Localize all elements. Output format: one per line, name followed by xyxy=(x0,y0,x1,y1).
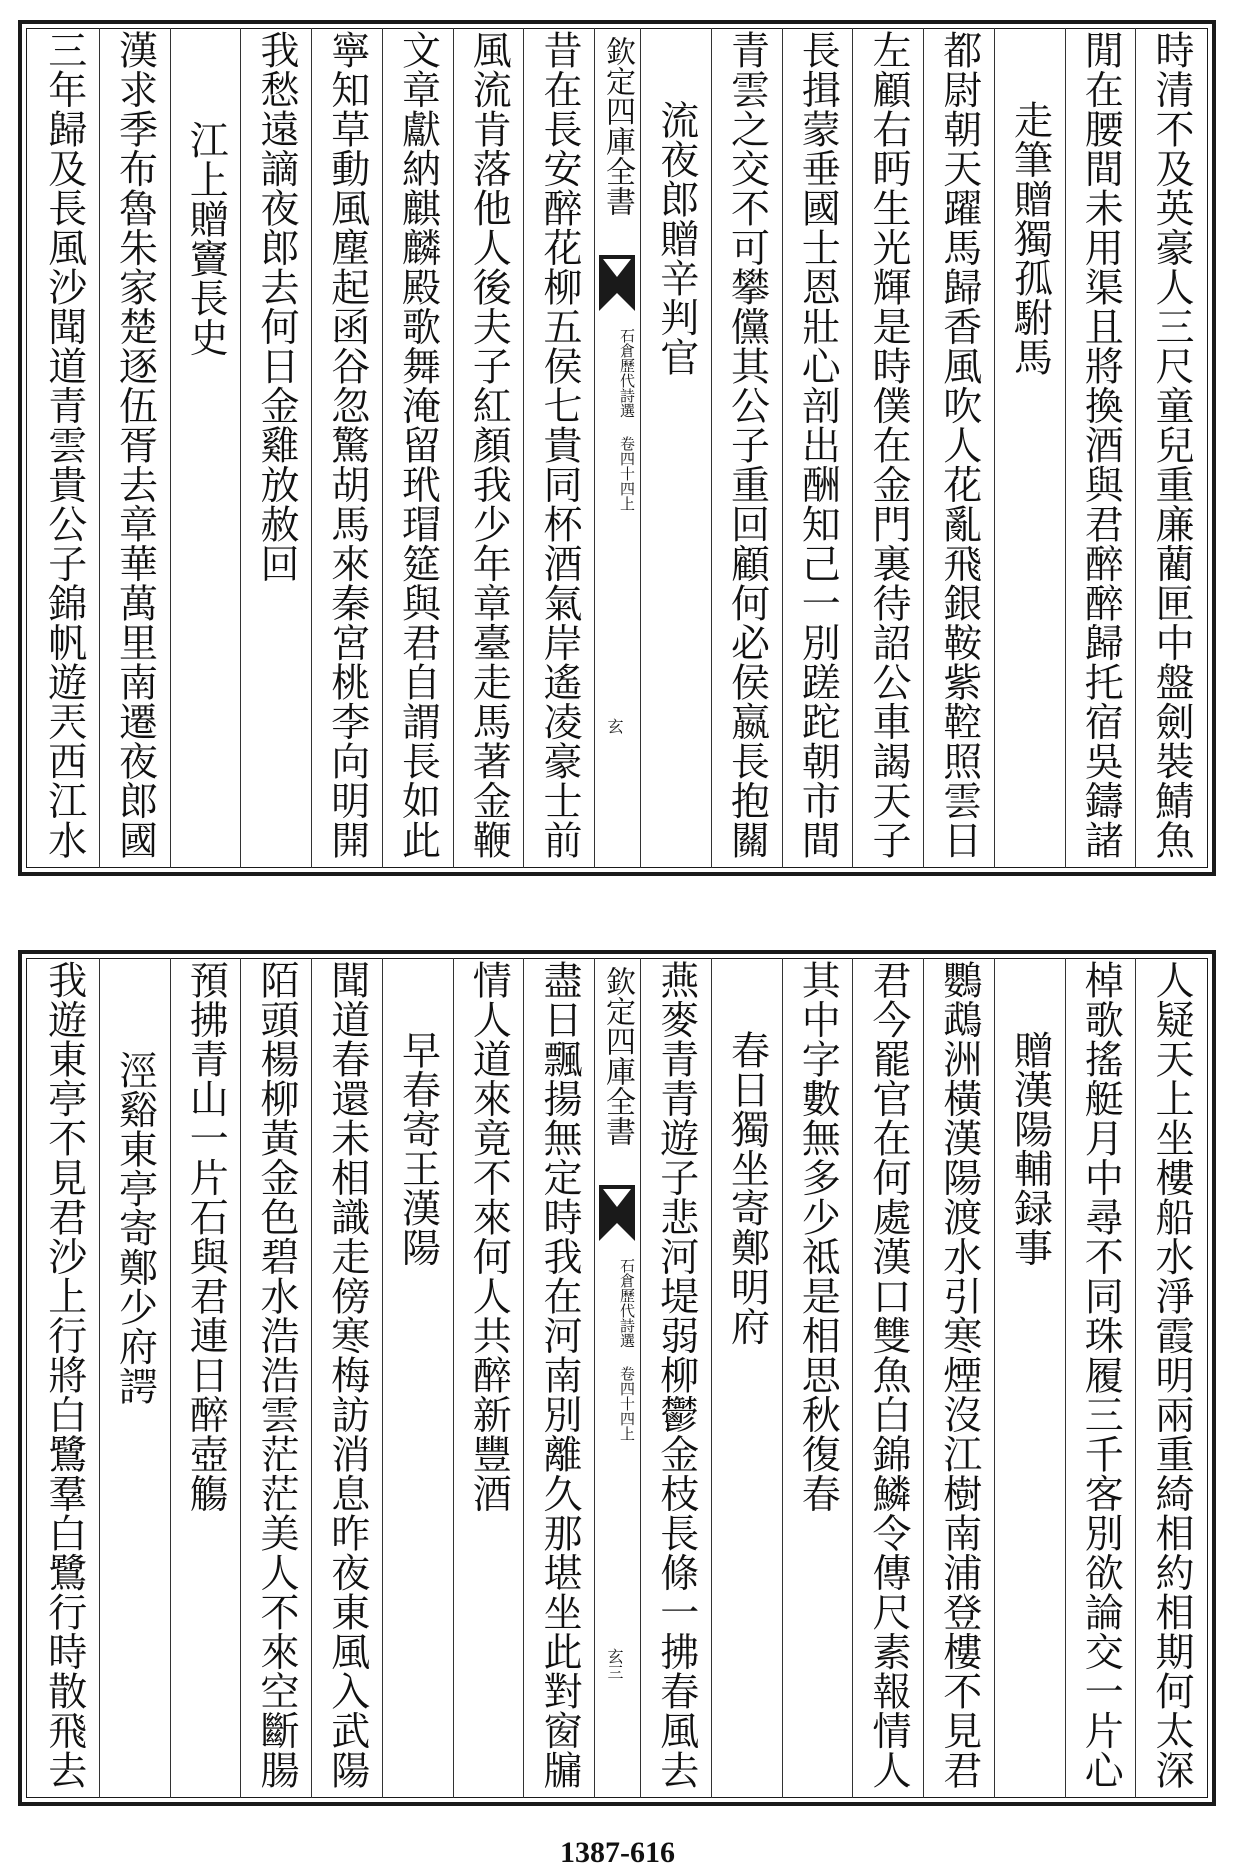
column-rule xyxy=(523,28,524,868)
poem-line: 文章獻納麒麟殿歌舞淹留玳瑁筵與君自謂長如此 xyxy=(395,30,441,860)
poem-line: 君今罷官在何處漢口雙魚白錦鱗令傳尺素報情人 xyxy=(866,960,911,1790)
column-rule xyxy=(453,28,454,868)
poem-line: 都尉朝天躍馬歸香風吹人花亂飛銀鞍紫鞚照雲日 xyxy=(936,30,982,860)
poem-line: 長揖蒙垂國士恩壯心剖出酬知己一別蹉跎朝市間 xyxy=(795,30,841,860)
poem-line: 我遊東亭不見君沙上行將白鷺羣白鷺行時散飛去 xyxy=(41,960,87,1790)
poem-line: 左顧右眄生光輝是時僕在金門裏待詔公車謁天子 xyxy=(866,30,911,860)
column-rule xyxy=(852,958,853,1798)
poem-title: 早春寄王漢陽 xyxy=(395,1030,441,1267)
column-rule xyxy=(711,28,712,868)
column-rule xyxy=(923,28,924,868)
column-rule xyxy=(311,28,312,868)
poem-title: 涇谿東亭寄鄭少府諤 xyxy=(112,1050,158,1406)
poem-title: 走筆贈獨孤駙馬 xyxy=(1007,100,1053,377)
source-note: 石倉歷代詩選 卷四十四上 xyxy=(618,1258,636,1441)
source-note: 石倉歷代詩選 卷四十四上 xyxy=(618,328,636,511)
poem-line: 風流肯落他人後夫子紅顏我少年章臺走馬著金鞭 xyxy=(466,30,512,860)
poem-line: 青雲之交不可攀儻其公子重回顧何必侯嬴長抱關 xyxy=(724,30,770,860)
column-rule xyxy=(311,958,312,1798)
poem-title: 江上贈竇長史 xyxy=(183,120,229,357)
column-rule xyxy=(594,958,595,1798)
folio-number: 玄三 xyxy=(605,1648,624,1680)
poem-line: 昔在長安醉花柳五侯七貴同杯酒氣岸遙凌豪士前 xyxy=(537,30,582,860)
column-rule xyxy=(99,958,100,1798)
column-rule xyxy=(1135,28,1136,868)
column-rule xyxy=(1135,958,1136,1798)
column-rule xyxy=(782,28,783,868)
column-rule xyxy=(640,958,641,1798)
column-rule xyxy=(1065,28,1066,868)
column-rule xyxy=(170,958,171,1798)
bottom-page-panel xyxy=(18,950,1216,1806)
center-label-column xyxy=(594,28,640,868)
column-rule xyxy=(453,958,454,1798)
poem-line: 燕麥青青遊子悲河堤弱柳鬱金枝長條一拂春風去 xyxy=(653,960,699,1790)
poem-line: 陌頭楊柳黃金色碧水浩浩雲茫茫美人不來空斷腸 xyxy=(254,960,299,1790)
poem-line: 聞道春還未相識走傍寒梅訪消息昨夜東風入武陽 xyxy=(324,960,370,1790)
column-rule xyxy=(852,28,853,868)
column-rule xyxy=(782,958,783,1798)
column-rule xyxy=(240,28,241,868)
fish-tail-icon xyxy=(597,253,637,313)
poem-line: 閒在腰間未用渠且將換酒與君醉醉歸托宿吳鑄諸 xyxy=(1078,30,1124,860)
poem-title: 春日獨坐寄鄭明府 xyxy=(724,1030,770,1346)
folio-number: 玄 xyxy=(605,718,624,734)
poem-line: 情人道來竟不來何人共醉新豐酒 xyxy=(466,960,512,1513)
column-rule xyxy=(382,958,383,1798)
poem-line: 棹歌搖艇月中尋不同珠履三千客別欲論交一片心 xyxy=(1078,960,1124,1790)
column-rule xyxy=(382,28,383,868)
column-rule xyxy=(594,28,595,868)
column-rule xyxy=(99,28,100,868)
poem-line: 時清不及英豪人三尺童兒重廉藺匣中盤劍裝鯖魚 xyxy=(1149,30,1194,860)
top-page-panel xyxy=(18,20,1216,876)
poem-line: 漢求季布魯朱家楚逐伍胥去章華萬里南遷夜郎國 xyxy=(112,30,158,860)
column-rule xyxy=(994,958,995,1798)
page-footer-number: 1387-616 xyxy=(560,1836,675,1869)
book-title: 欽定四庫全書 xyxy=(600,36,635,216)
poem-line: 人疑天上坐樓船水淨霞明兩重綺相約相期何太深 xyxy=(1149,960,1194,1790)
column-rule xyxy=(523,958,524,1798)
poem-title: 流夜郎贈辛判官 xyxy=(653,100,699,377)
column-rule xyxy=(923,958,924,1798)
column-rule xyxy=(170,28,171,868)
poem-line: 預拂青山一片石與君連日醉壺觴 xyxy=(183,960,229,1513)
poem-line: 盡日飄揚無定時我在河南別離久那堪坐此對窗牖 xyxy=(537,960,582,1790)
center-label-column xyxy=(594,958,640,1798)
fish-tail-icon xyxy=(597,1183,637,1243)
poem-line: 其中字數無多少祗是相思秋復春 xyxy=(795,960,841,1513)
poem-line: 三年歸及長風沙聞道青雲貴公子錦帆遊兲西江水 xyxy=(41,30,87,860)
poem-line: 鸚鵡洲橫漢陽渡水引寒煙沒江樹南浦登樓不見君 xyxy=(936,960,982,1790)
column-rule xyxy=(240,958,241,1798)
poem-title: 贈漢陽輔録事 xyxy=(1007,1030,1053,1267)
poem-line: 我愁遠謫夜郎去何日金雞放赦回 xyxy=(254,30,299,583)
column-rule xyxy=(994,28,995,868)
column-rule xyxy=(640,28,641,868)
book-title: 欽定四庫全書 xyxy=(600,966,635,1146)
column-rule xyxy=(1065,958,1066,1798)
column-rule xyxy=(711,958,712,1798)
poem-line: 寧知草動風塵起函谷忽驚胡馬來秦宮桃李向明開 xyxy=(324,30,370,860)
